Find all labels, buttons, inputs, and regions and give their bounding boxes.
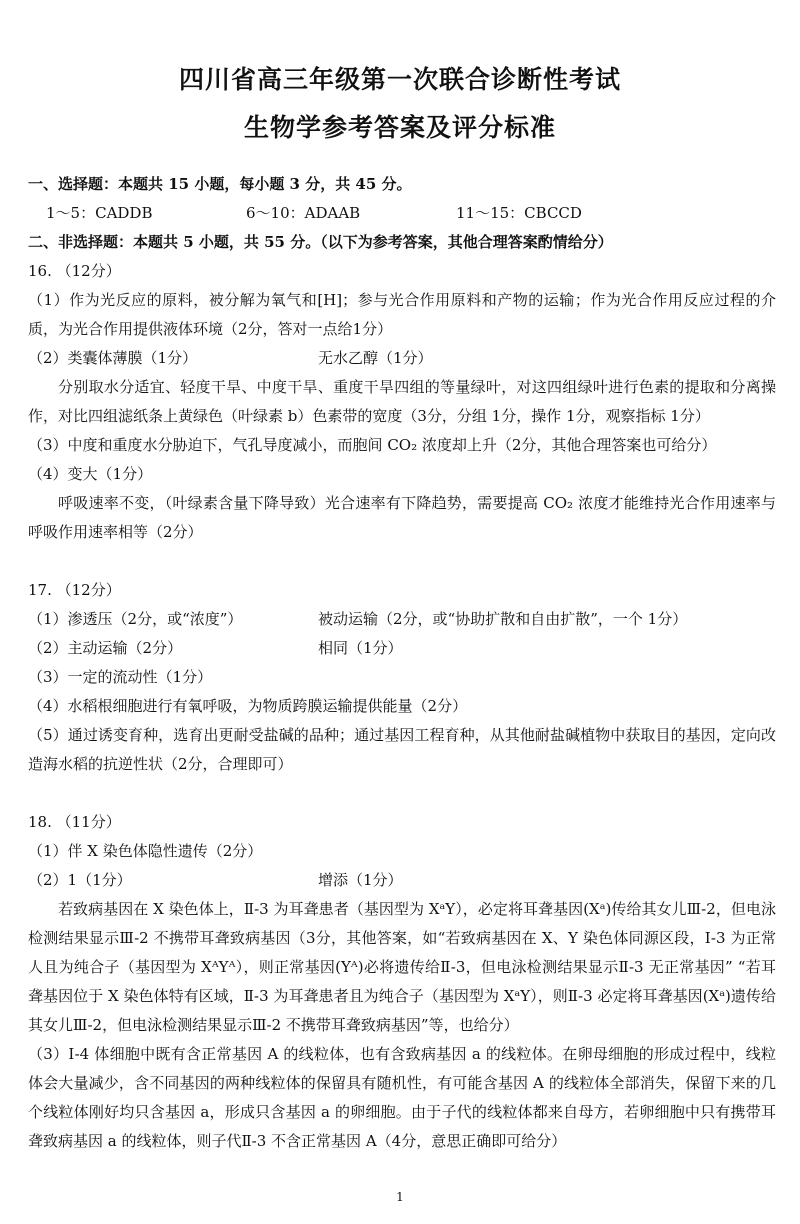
q16-title: 16. （12分） <box>28 262 121 280</box>
q17-answer-2b: 相同（1分） <box>318 639 403 657</box>
part1-heading: 一、选择题：本题共 15 小题，每小题 3 分，共 45 分。 <box>28 175 412 193</box>
choice-answers-3: 11～15：CBCCD <box>456 204 582 222</box>
q16-answer-2c: 分别取水分适宜、轻度干旱、中度干旱、重度干旱四组的等量绿叶，对这四组绿叶进行色素的提取和分离操作，对比四组滤纸条上黄绿色（叶绿素 b）色素带的宽度（3分，分组 1分，操作 1分，观察指标 1分） <box>28 378 776 425</box>
q18-answer-2c: 若致病基因在 X 染色体上，Ⅱ-3 为耳聋患者（基因型为 XᵃY），必定将耳聋基因(Xᵃ)传给其女儿Ⅲ-2，但电泳检测结果显示Ⅲ-2 不携带耳聋致病基因（3分，其他答案，如“若致病基因在 X、Y 染色体同源区段，Ⅰ-3 为正常人且为纯合子（基因型为 XᴬYᴬ），则正常基因(Yᴬ)必将遗传给Ⅱ-3，但电泳检测结果显示Ⅱ-3 无正常基因” “若耳聋基因位于 X 染色体特有区域，Ⅱ-3 为耳聋患者且为纯合子（基因型为 XᵃY），则Ⅱ-3 必定将耳聋基因(Xᵃ)遗传给其女儿Ⅲ-2，但电泳检测结果显示Ⅲ-2 不携带耳聋致病基因”等，也给分） <box>28 900 776 1034</box>
q16-answer-3: （3）中度和重度水分胁迫下，气孔导度减小，而胞间 CO₂ 浓度却上升（2分，其他合理答案也可给分） <box>28 436 717 454</box>
q18-title: 18. （11分） <box>28 813 121 831</box>
q18-answer-3: （3）Ⅰ-4 体细胞中既有含正常基因 A 的线粒体，也有含致病基因 a 的线粒体。在卵母细胞的形成过程中，线粒体会大量减少，含不同基因的两种线粒体的保留具有随机性，有可能含基因 A 的线粒体全部消失，保留下来的几个线粒体刚好均只含基因 a，形成只含基因 a 的卵细胞。由于子代的线粒体都来自母方，若卵细胞中只有携带耳聋致病基因 a 的线粒体，则子代Ⅱ-3 不含正常基因 A（4分，意思正确即可给分） <box>28 1045 776 1150</box>
q17-answer-5: （5）通过诱变育种，选育出更耐受盐碱的品种；通过基因工程育种，从其他耐盐碱植物中获取目的基因，定向改造海水稻的抗逆性状（2分，合理即可） <box>28 726 776 773</box>
q17-answer-3: （3）一定的流动性（1分） <box>28 668 213 686</box>
page-subtitle: 生物学参考答案及评分标准 <box>243 113 556 142</box>
choice-answers-1: 1～5：CADDB <box>46 204 153 222</box>
q17-answer-1b: 被动运输（2分，或“协助扩散和自由扩散”，一个 1分） <box>318 610 688 628</box>
choice-answers <box>28 199 776 228</box>
q17-answer-1-row <box>28 605 776 634</box>
q18-answer-2-row <box>28 866 776 895</box>
q16-answer-2a: （2）类囊体薄膜（1分） <box>28 349 198 367</box>
q16-answer-2-row <box>28 344 776 373</box>
spacer <box>28 547 776 576</box>
part2-heading: 二、非选择题：本题共 5 小题，共 55 分。（以下为参考答案，其他合理答案酌情给分） <box>28 233 613 251</box>
q18-answer-2b: 增添（1分） <box>318 871 403 889</box>
q18-answer-1: （1）伴 X 染色体隐性遗传（2分） <box>28 842 263 860</box>
q17-answer-1a: （1）渗透压（2分，或“浓度”） <box>28 610 243 628</box>
spacer <box>28 779 776 808</box>
q16-answer-1: （1）作为光反应的原料，被分解为氧气和[H]；参与光合作用原料和产物的运输；作为光合作用反应过程的介质，为光合作用提供液体环境（2分，答对一点给1分） <box>28 291 776 338</box>
q16-answer-4a: （4）变大（1分） <box>28 465 153 483</box>
answer-content <box>28 170 776 1156</box>
choice-answers-2: 6～10：ADAAB <box>246 204 361 222</box>
q16-answer-4b: 呼吸速率不变，（叶绿素含量下降导致）光合速率有下降趋势，需要提高 CO₂ 浓度才能维持光合作用速率与呼吸作用速率相等（2分） <box>28 494 776 541</box>
q17-title: 17. （12分） <box>28 581 121 599</box>
page-number: 1 <box>396 1190 404 1204</box>
q17-answer-2-row <box>28 634 776 663</box>
q17-answer-4: （4）水稻根细胞进行有氧呼吸，为物质跨膜运输提供能量（2分） <box>28 697 468 715</box>
q17-answer-2a: （2）主动运输（2分） <box>28 639 183 657</box>
page-title: 四川省高三年级第一次联合诊断性考试 <box>178 65 621 94</box>
q18-answer-2a: （2）1（1分） <box>28 871 132 889</box>
q16-answer-2b: 无水乙醇（1分） <box>318 349 433 367</box>
